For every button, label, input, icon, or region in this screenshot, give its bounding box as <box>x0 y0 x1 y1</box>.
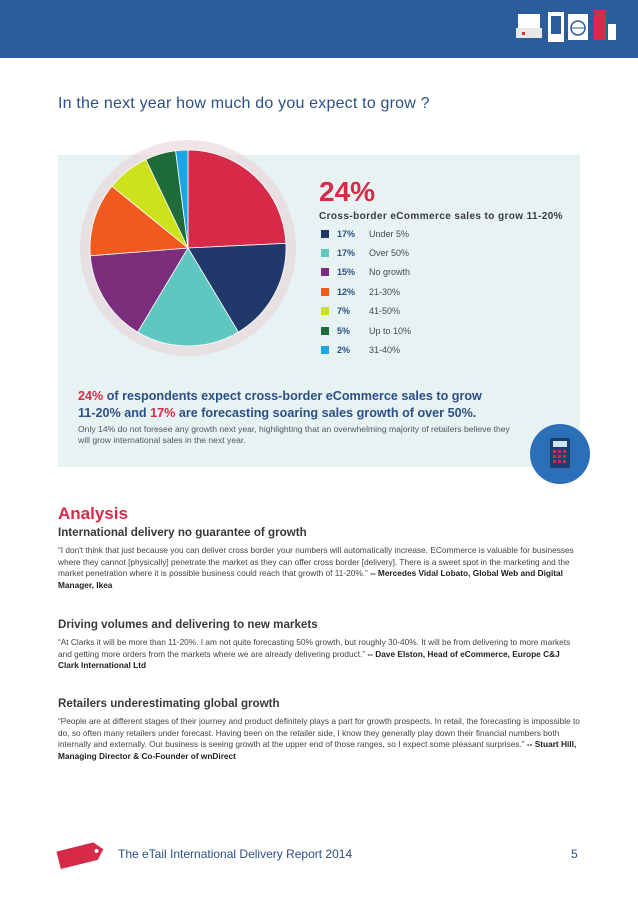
legend-label: Up to 10% <box>369 325 412 336</box>
analysis-heading: Analysis <box>58 504 128 523</box>
legend-swatch <box>321 288 329 296</box>
legend-item <box>321 282 411 301</box>
quote-text: “People are at different stages of their journey and product definitely plays a part for growth prospects. In retail, the forecasting is impossible to do, so often many retailers under forecast. Having been on the retailer side, I know they generally play down their financial numbers both internally and externally. Our business is seeing growth at the upper end of those ranges, so I expect some pleasant surprises.” <box>58 716 580 750</box>
legend-swatch <box>321 327 329 335</box>
page-number: 5 <box>571 847 578 861</box>
quote-text: “I don't think that just because you can deliver cross border your numbers will automatically increase. ECommerce is valuable for businesses where they cannot [physically] penetrate the market as they can offer cross border [delivery]. There is a sweet spot in the marketing and the market penetration where it is possible business could reach that growth of 11-20%.” <box>58 545 574 579</box>
tag-icon <box>594 10 606 40</box>
summary-text-3: are forecasting soaring sales growth of over 50%. <box>175 406 477 420</box>
legend-pct: 7% <box>337 306 351 317</box>
legend-swatch <box>321 230 329 238</box>
section-body <box>58 716 580 762</box>
pie-slice <box>188 150 286 248</box>
legend-pct: 15% <box>337 267 356 278</box>
shipping-icons <box>508 0 638 58</box>
legend-label: 21-30% <box>369 286 401 297</box>
etail-logo <box>52 838 108 872</box>
summary-text-1: of respondents expect cross-border eCommerce sales to grow <box>103 389 482 403</box>
page-question: In the next year how much do you expect to grow ? <box>58 95 430 112</box>
section-title: Driving volumes and delivering to new markets <box>58 618 318 631</box>
legend-item <box>321 243 411 262</box>
highlight-percent: 24% <box>319 176 376 207</box>
section-title: International delivery no guarantee of growth <box>58 526 307 539</box>
legend-item <box>321 302 411 321</box>
legend-pct: 12% <box>337 286 356 297</box>
growth-pie-chart <box>78 138 298 358</box>
section-body <box>58 637 580 672</box>
quote-attribution: -- Stuart Hill, Managing Director & Co-Founder of wnDirect <box>58 739 577 761</box>
legend-pct: 17% <box>337 228 356 239</box>
legend-pct: 2% <box>337 345 351 356</box>
legend-item <box>321 321 411 340</box>
summary-subtext: Only 14% do not foresee any growth next year, highlighting that an overwhelming majority of retailers believe they will grow international sales in the next year. <box>78 424 510 445</box>
quote-attribution: -- Mercedes Vidal Lobato, Global Web and Digital Manager, Ikea <box>58 568 563 590</box>
legend-swatch <box>321 307 329 315</box>
summary-text-2: 11-20% and <box>78 406 151 420</box>
legend-swatch <box>321 346 329 354</box>
highlight-label: Cross-border eCommerce sales to grow 11-20% <box>319 211 563 222</box>
legend-label: No growth <box>369 267 411 278</box>
legend-item <box>321 263 411 282</box>
legend-pct: 17% <box>337 248 356 259</box>
legend-label: 31-40% <box>369 345 401 356</box>
header-banner <box>0 0 638 58</box>
calculator-icon <box>530 424 590 484</box>
legend-label: 41-50% <box>369 306 401 317</box>
legend-swatch <box>321 249 329 257</box>
legend-label: Over 50% <box>369 248 410 259</box>
legend-item <box>321 224 411 243</box>
footer-title: The eTail International Delivery Report 2014 <box>118 847 353 861</box>
legend-swatch <box>321 268 329 276</box>
summary-pct-1: 24% <box>78 389 104 403</box>
summary-headline <box>78 388 558 422</box>
section-title: Retailers underestimating global growth <box>58 697 280 710</box>
quote-attribution: -- Dave Elston, Head of eCommerce, Europe C&J Clark International Ltd <box>58 648 560 671</box>
legend-label: Under 5% <box>369 228 410 239</box>
summary-pct-2: 17% <box>150 406 176 420</box>
quote-text: “At Clarks it will be more than 11-20%. I am not quite forecasting 50% growth, but roughly 30-40%. It will be from delivering to more markets and getting more orders from the markets where we are already delivering product.” <box>58 637 571 659</box>
legend-pct: 5% <box>337 325 351 336</box>
legend-item <box>321 340 411 359</box>
section-body <box>58 545 580 591</box>
chart-legend <box>321 224 411 360</box>
